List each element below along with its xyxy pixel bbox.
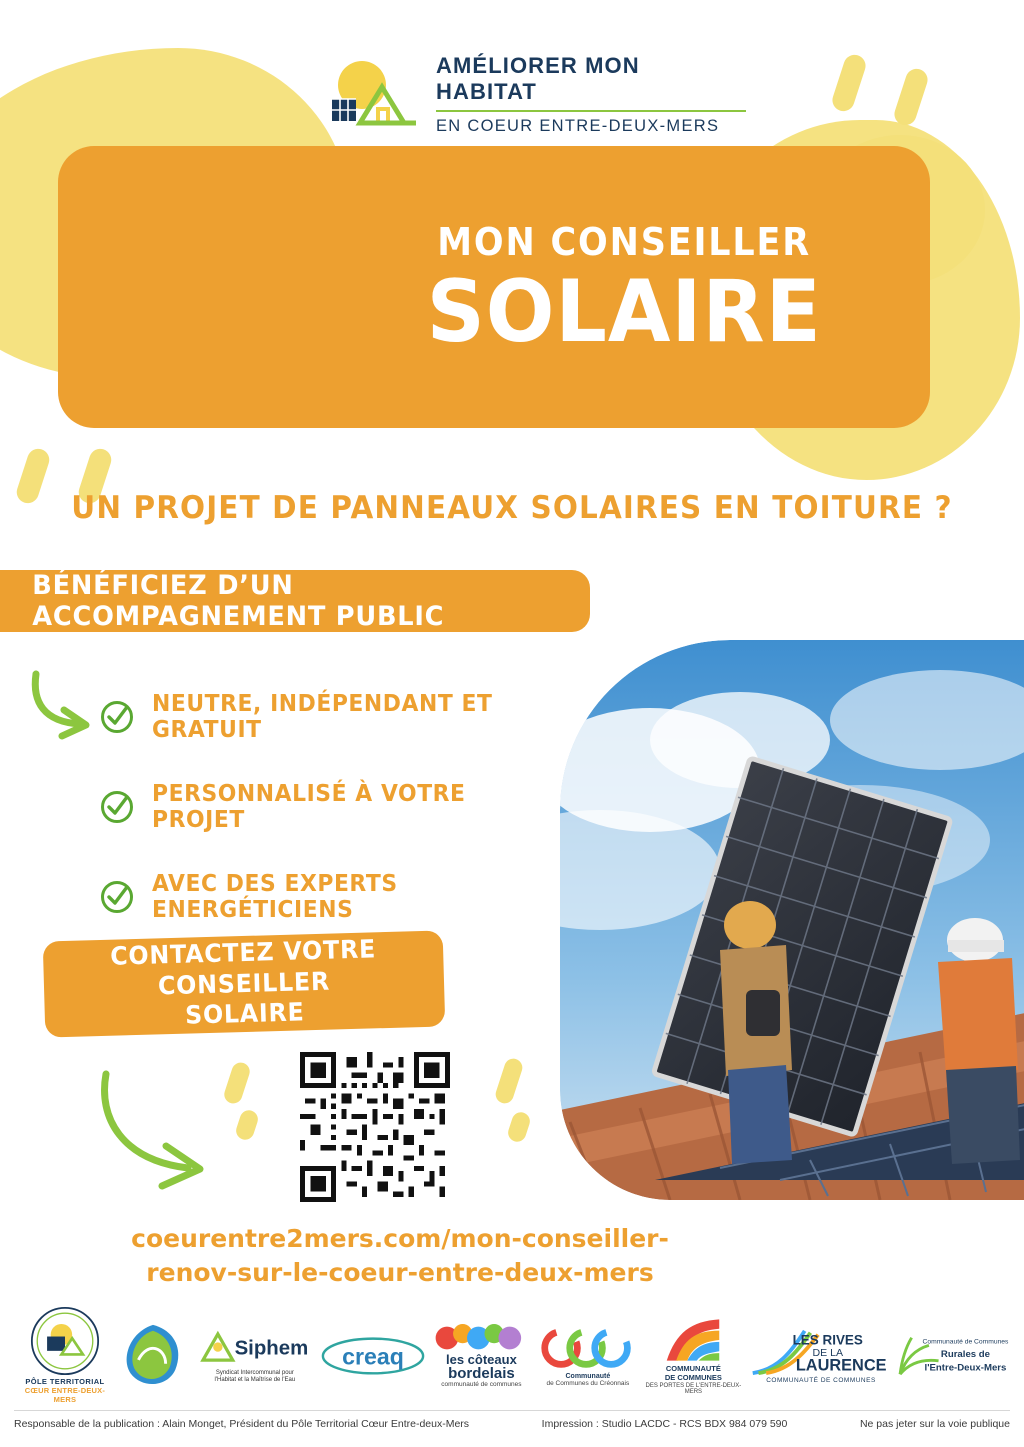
svg-text:Communauté de Communes: Communauté de Communes bbox=[922, 1338, 1009, 1346]
footer-left: Responsable de la publication : Alain Monget, Président du Pôle Territorial Cœur Entre-deux-Mers bbox=[14, 1418, 470, 1430]
header-logo-text bbox=[436, 53, 746, 136]
decorative-dash bbox=[493, 1056, 524, 1105]
logo-line-1: AMÉLIORER MON HABITAT bbox=[436, 52, 640, 104]
partner-rurales-entre-deux-mers bbox=[894, 1330, 1010, 1380]
benefit-list bbox=[100, 690, 580, 960]
check-circle-icon bbox=[100, 700, 134, 734]
logo-divider bbox=[436, 110, 746, 112]
partner-line-3: CŒUR ENTRE-DEUX-MERS bbox=[24, 1386, 106, 1404]
list-item bbox=[100, 870, 580, 924]
website-url[interactable] bbox=[80, 1222, 720, 1290]
partner-gironde-logo bbox=[116, 1321, 190, 1389]
svg-text:l'Entre-Deux-Mers: l'Entre-Deux-Mers bbox=[924, 1362, 1007, 1374]
svg-text:creaq: creaq bbox=[342, 1343, 404, 1370]
hero-card bbox=[58, 146, 930, 428]
partner-creonnais bbox=[537, 1323, 639, 1387]
footer-center: Impression : Studio LACDC - RCS BDX 984 079 590 bbox=[541, 1418, 788, 1430]
svg-text:Rurales de: Rurales de bbox=[940, 1348, 991, 1360]
svg-text:LES RIVES: LES RIVES bbox=[792, 1331, 863, 1347]
partner-logos bbox=[0, 1300, 1024, 1410]
header-logo bbox=[326, 54, 746, 134]
list-item bbox=[100, 780, 580, 834]
benefit-banner bbox=[0, 570, 590, 632]
question-line: UN PROJET DE PANNEAUX SOLAIRES EN TOITURE ? bbox=[71, 490, 953, 526]
decorative-dash bbox=[830, 52, 869, 114]
decorative-dash bbox=[892, 66, 931, 128]
contact-line-2: SOLAIRE bbox=[184, 997, 305, 1030]
solar-house-logo-icon bbox=[326, 57, 422, 131]
partner-line-2: Communauté bbox=[565, 1373, 611, 1380]
footer bbox=[0, 1418, 1024, 1430]
green-arrow-icon bbox=[96, 1068, 236, 1198]
check-circle-icon bbox=[100, 790, 134, 824]
svg-text:Siphem: Siphem bbox=[234, 1337, 309, 1359]
svg-text:LAURENCE: LAURENCE bbox=[795, 1355, 887, 1374]
footer-divider bbox=[14, 1410, 1010, 1411]
partner-line-3: DES PORTES DE L'ENTRE-DEUX-MERS bbox=[645, 1382, 742, 1395]
partner-line-3: l'Habitat et la Maîtrise de l'Eau bbox=[214, 1377, 296, 1383]
check-circle-icon bbox=[100, 880, 134, 914]
partner-line-3: COMMUNAUTÉ DE COMMUNES bbox=[766, 1376, 876, 1384]
footer-right: Ne pas jeter sur la voie publique bbox=[859, 1418, 1010, 1430]
hero-kicker: MON CONSEILLER bbox=[437, 220, 811, 265]
benefit-label: NEUTRE, INDÉPENDANT ET GRATUIT bbox=[152, 691, 493, 743]
url-line-2: renov-sur-le-coeur-entre-deux-mers bbox=[146, 1257, 654, 1287]
partner-portes-entre-deux-mers bbox=[639, 1315, 748, 1394]
partner-line-2: PÔLE TERRITORIAL bbox=[25, 1377, 105, 1386]
partner-pole-territorial bbox=[14, 1306, 116, 1404]
green-arrow-icon bbox=[28, 668, 98, 740]
url-line-1: coeurentre2mers.com/mon-conseiller- bbox=[131, 1224, 669, 1253]
contact-line-1: CONTACTEZ VOTRE CONSEILLER bbox=[109, 934, 377, 1001]
partner-line-3: communauté de communes bbox=[441, 1380, 522, 1388]
partner-line-2: bordelais bbox=[448, 1364, 515, 1382]
partner-line-2: Syndicat Intercommunal pour bbox=[215, 1369, 294, 1376]
partner-line-1: les côteaux bbox=[446, 1351, 517, 1367]
benefit-banner-text: BÉNÉFICIEZ D’UN ACCOMPAGNEMENT PUBLIC bbox=[32, 570, 445, 632]
benefit-label: AVEC DES EXPERTS ENERGÉTICIENS bbox=[152, 871, 398, 923]
partner-les-coteaux-bordelais bbox=[426, 1323, 537, 1388]
qr-code[interactable] bbox=[300, 1052, 450, 1202]
svg-text:DE LA: DE LA bbox=[812, 1346, 844, 1359]
partner-line-3: de Communes du Créonnais bbox=[546, 1380, 630, 1387]
list-item bbox=[100, 690, 580, 744]
contact-callout-text bbox=[53, 933, 435, 1035]
partner-line-1: COMMUNAUTÉ bbox=[665, 1364, 721, 1374]
decorative-dash bbox=[234, 1108, 260, 1142]
benefit-label: PERSONNALISÉ À VOTRE PROJET bbox=[152, 781, 466, 833]
partner-creaq bbox=[320, 1332, 426, 1378]
partner-line-2: DE COMMUNES bbox=[664, 1373, 722, 1382]
partner-rives-de-la-laurence bbox=[748, 1327, 894, 1384]
partner-siphem bbox=[190, 1326, 320, 1385]
logo-line-2: EN COEUR ENTRE-DEUX-MERS bbox=[436, 116, 720, 135]
roof-installation-photo bbox=[560, 640, 1024, 1200]
contact-callout bbox=[43, 930, 446, 1037]
hero-title: SOLAIRE bbox=[426, 262, 822, 363]
decorative-dash bbox=[506, 1110, 532, 1144]
